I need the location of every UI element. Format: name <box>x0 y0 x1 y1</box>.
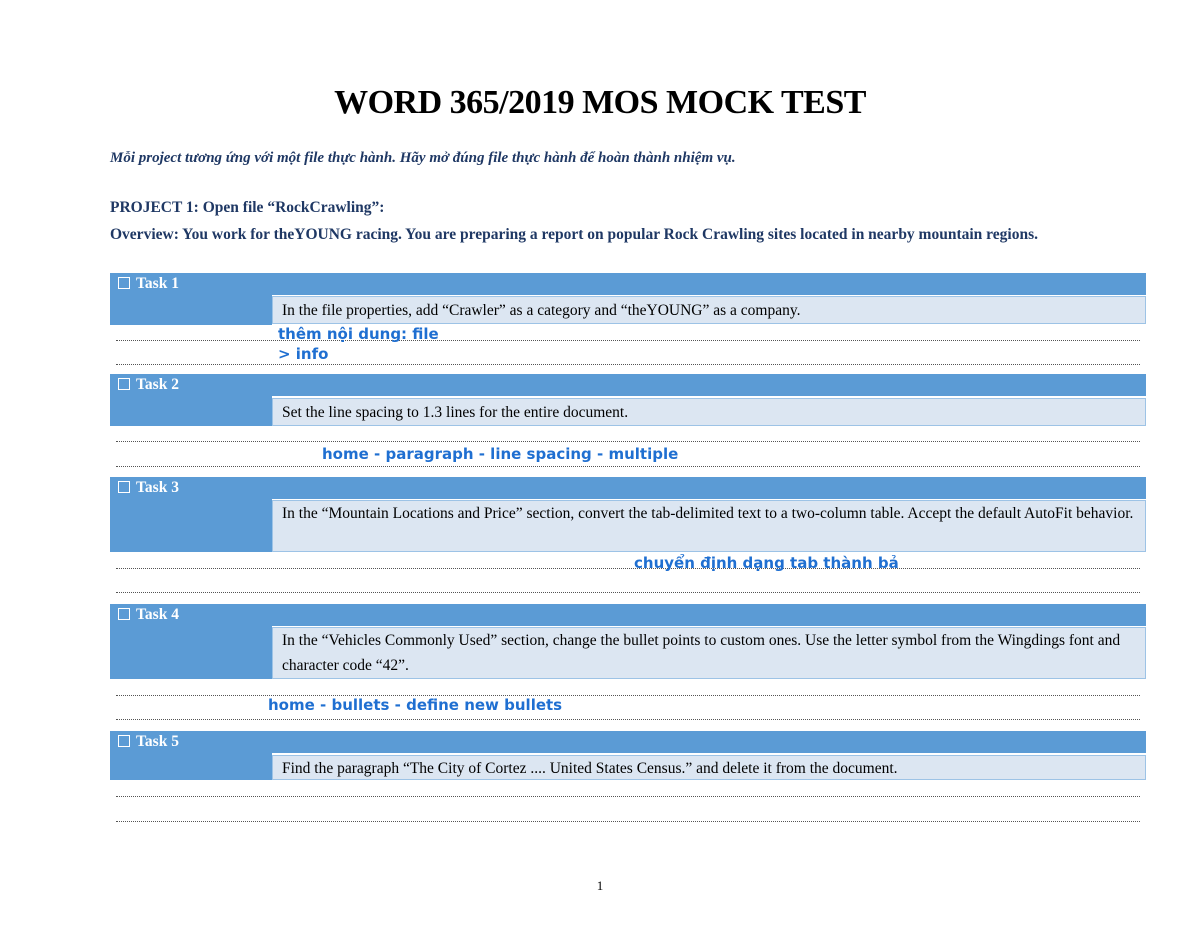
task-1-label: Task 1 <box>136 275 179 292</box>
answer-line <box>116 441 1140 442</box>
task-4-label: Task 4 <box>136 606 179 623</box>
answer-line <box>116 592 1140 593</box>
task-2-body: Set the line spacing to 1.3 lines for the entire document. <box>272 398 1146 426</box>
handwritten-note: chuyển định dạng tab thành bả <box>634 554 899 572</box>
task-3-side <box>110 499 272 552</box>
task-3-body: In the “Mountain Locations and Price” section, convert the tab-delimited text to a two-column table. Accept the default AutoFit behavior. <box>272 500 1146 552</box>
overview-text: Overview: You work for theYOUNG racing. You are preparing a report on popular Rock Crawling sites located in nearby mountain regions. <box>110 226 1038 243</box>
task-4-side <box>110 626 272 679</box>
task-1-header <box>110 273 1146 295</box>
task-5-title <box>118 733 179 751</box>
handwritten-note: home - paragraph - line spacing - multiple <box>322 445 679 463</box>
task-5-label: Task 5 <box>136 733 179 750</box>
answer-line <box>116 821 1140 822</box>
task-1-body: In the file properties, add “Crawler” as a category and “theYOUNG” as a company. <box>272 296 1146 324</box>
handwritten-note: > info <box>278 345 329 363</box>
task-5-side <box>110 753 272 780</box>
task-1-side <box>110 295 272 325</box>
task-4-title <box>118 606 179 624</box>
task-2-header <box>110 374 1146 396</box>
answer-line <box>116 568 1140 569</box>
task-5-body: Find the paragraph “The City of Cortez .... United States Census.” and delete it from the document. <box>272 755 1146 780</box>
answer-line <box>116 796 1140 797</box>
task-3-header <box>110 477 1146 499</box>
task-2-title <box>118 376 179 394</box>
task-2-label: Task 2 <box>136 376 179 393</box>
handwritten-note: home - bullets - define new bullets <box>268 696 563 714</box>
page-number: 1 <box>596 878 604 893</box>
intro-text: Mỗi project tương ứng với một file thực hành. Hãy mở đúng file thực hành để hoàn thành nhiệm vụ. <box>110 150 736 166</box>
answer-line <box>116 364 1140 365</box>
checkbox-icon <box>118 378 130 390</box>
answer-line <box>116 340 1140 341</box>
answer-line <box>116 466 1140 467</box>
checkbox-icon <box>118 608 130 620</box>
task-2-side <box>110 396 272 426</box>
task-5-header <box>110 731 1146 753</box>
checkbox-icon <box>118 481 130 493</box>
task-4-header <box>110 604 1146 626</box>
task-3-title <box>118 479 179 497</box>
task-3-label: Task 3 <box>136 479 179 496</box>
checkbox-icon <box>118 735 130 747</box>
task-4-body: In the “Vehicles Commonly Used” section, change the bullet points to custom ones. Use the letter symbol from the Wingdings font and character code “42”. <box>272 627 1146 679</box>
task-1-title <box>118 275 179 293</box>
document-title: WORD 365/2019 MOS MOCK TEST <box>334 84 866 121</box>
handwritten-note: thêm nội dung: file <box>278 325 439 343</box>
project-label: PROJECT 1: <box>110 199 199 216</box>
project-heading <box>110 199 384 217</box>
project-text: Open file “RockCrawling”: <box>202 199 385 216</box>
answer-line <box>116 719 1140 720</box>
checkbox-icon <box>118 277 130 289</box>
